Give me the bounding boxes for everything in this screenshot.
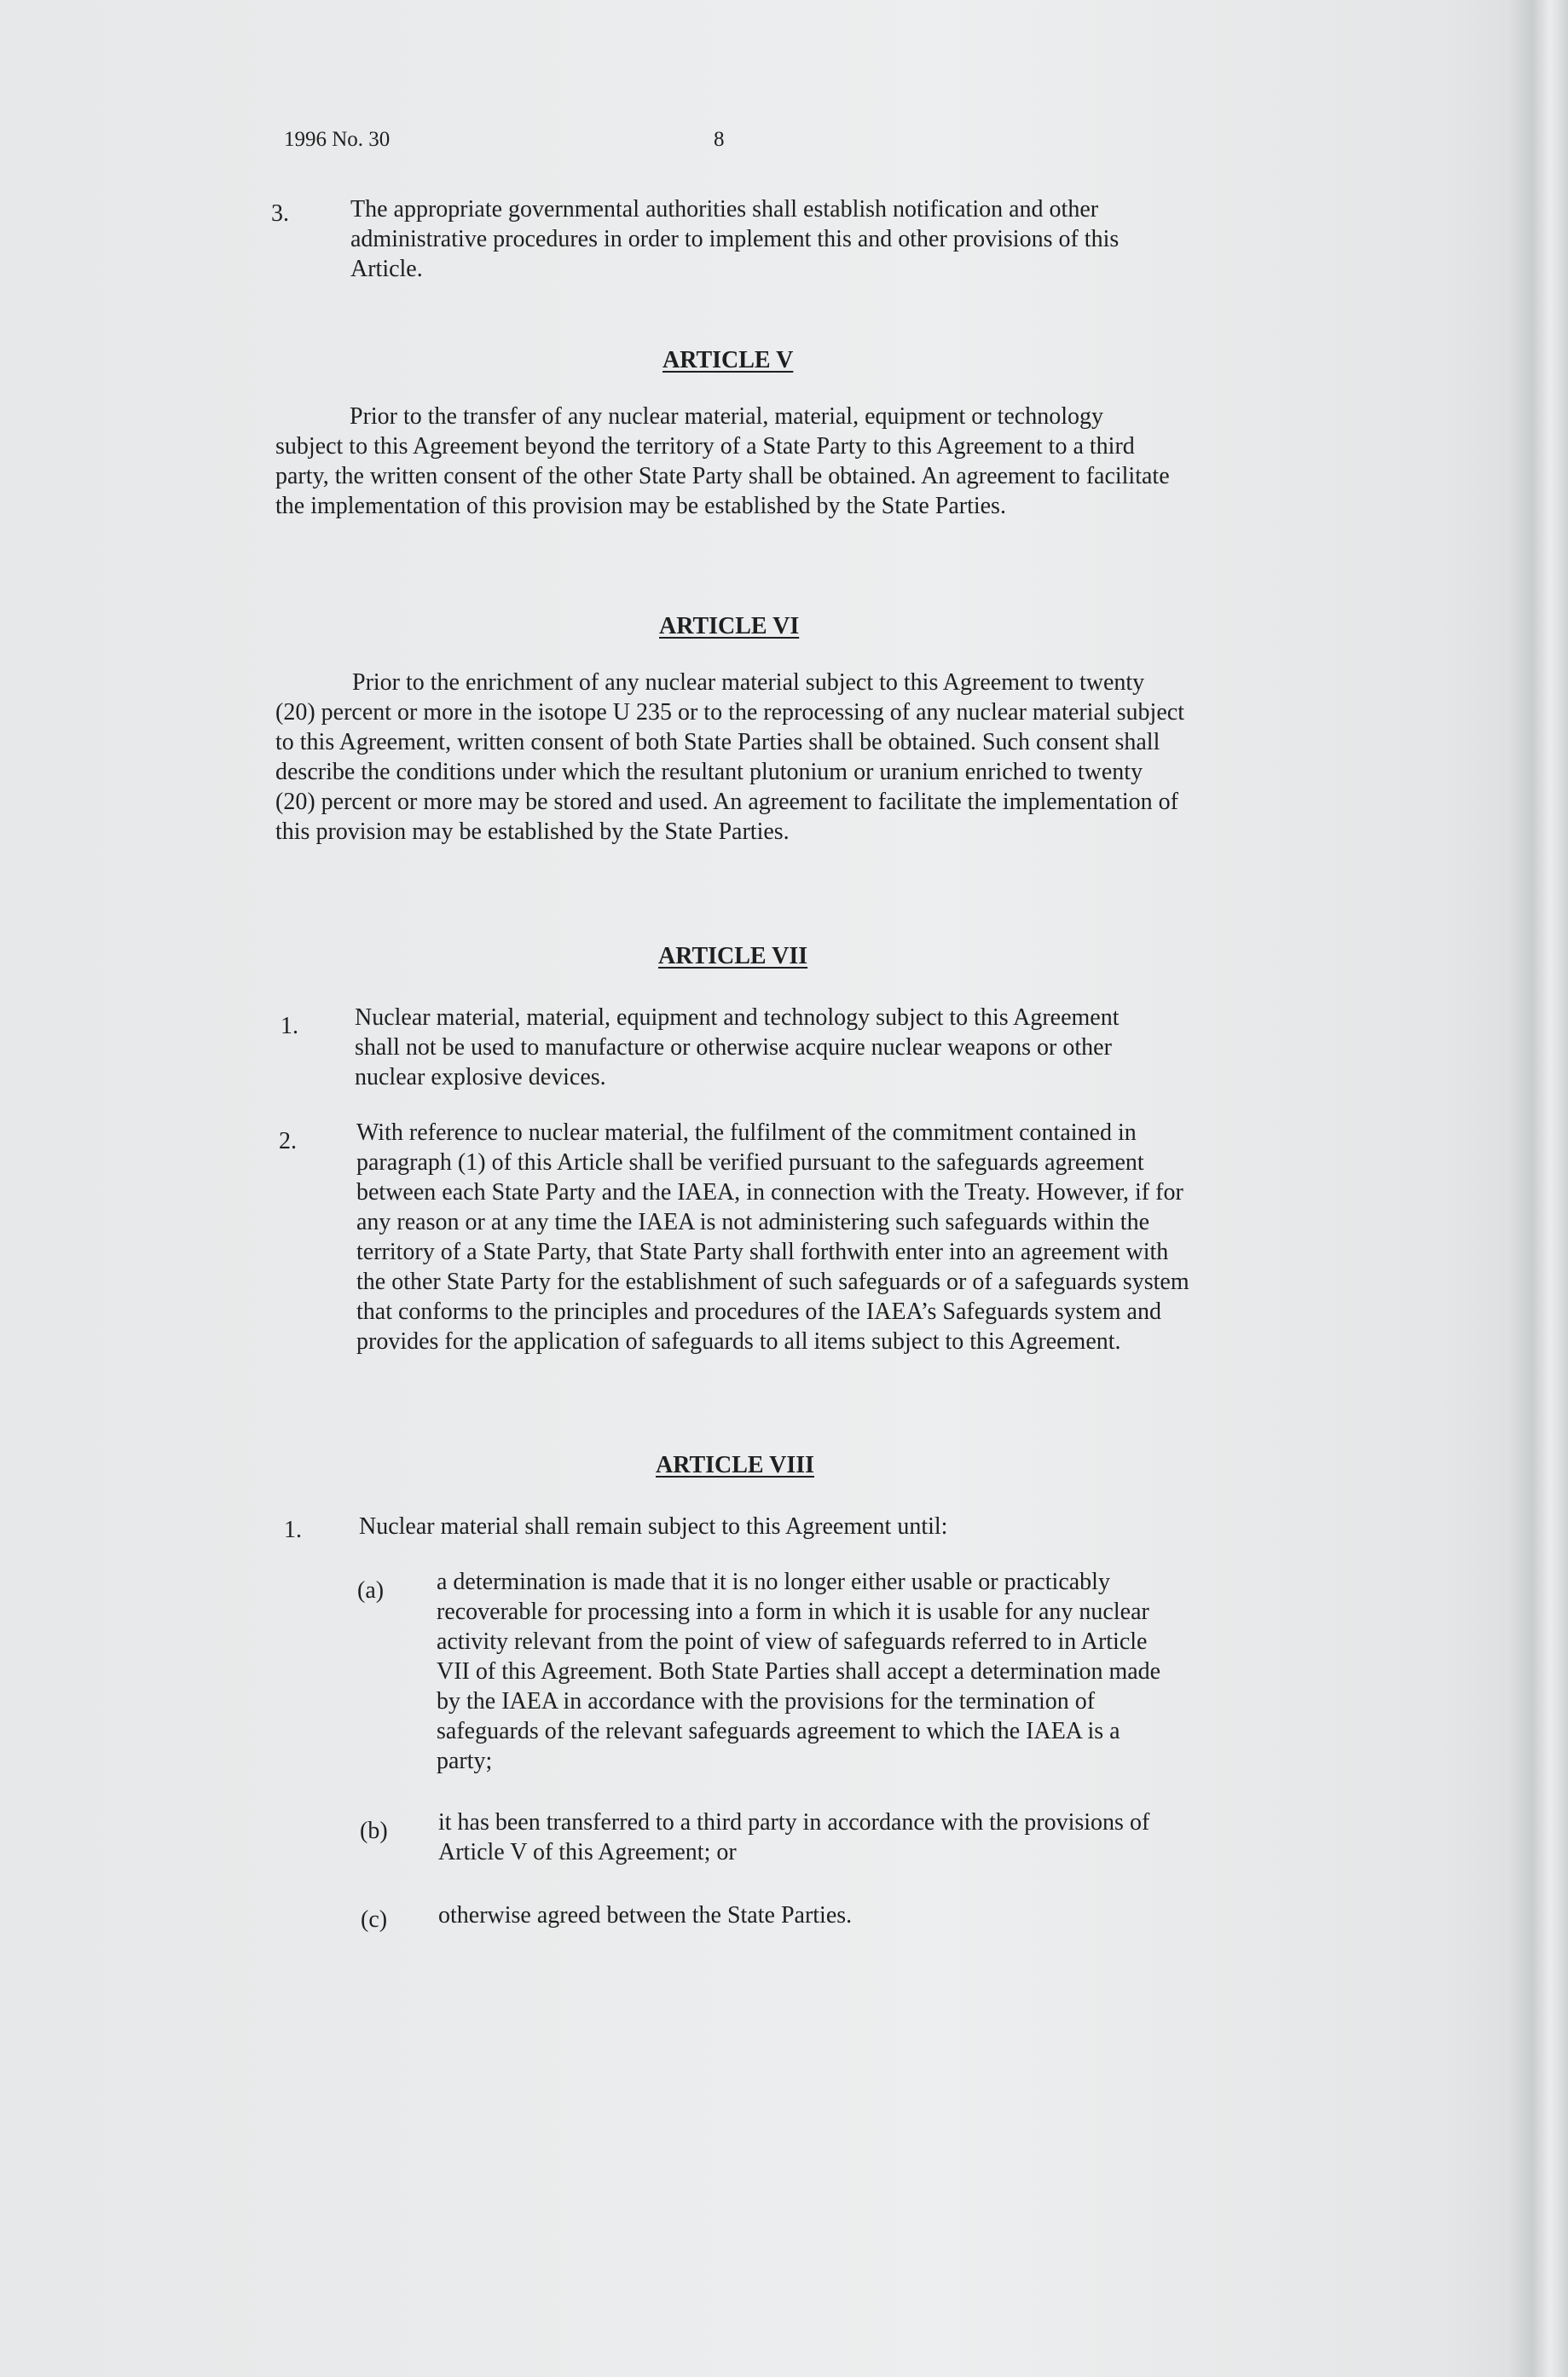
page-edge-shadow [1508,0,1568,2377]
article-heading: ARTICLE VIII [656,1452,815,1478]
article-heading: ARTICLE VII [658,943,808,969]
paragraph-number: 1. [284,1517,302,1543]
page-number: 8 [714,128,725,151]
item-text: it has been transferred to a third party in accordance with the provisions of Article V of this Agreement; or [438,1809,1150,1865]
paragraph-text: Nuclear material, material, equipment and technology subject to this Agreement shall not be used to manufacture or otherwise acquire nuclear weapons or other nuclear explosive devices. [355,1004,1120,1090]
item-label: (b) [360,1818,388,1844]
item-text: otherwise agreed between the State Parties. [438,1902,853,1929]
paragraph-text: With reference to nuclear material, the fulfilment of the commitment contained in paragraph (1) of this Article shall be verified pursuant to the safeguards agreement between each State Party and the IAEA, in connection with the Treaty. However, if for any reason or at any time the IAEA is not administering such safeguards within the territory of a State Party, that State Party shall forthwith enter into an agreement with the other State Party for the establishment of such safeguards or of a safeguards system that conforms to the principles and procedures of the IAEA’s Safeguards system and provides for the application of safeguards to all items subject to this Agreement. [356,1119,1189,1355]
item-label: (a) [357,1577,385,1604]
article-text: Prior to the transfer of any nuclear material, material, equipment or technology subject to this Agreement beyond the territory of a State Party to this Agreement to a third party, the written consent of the other State Party shall be obtained. An agreement to facilitate the implementation of this provision may be established by the State Parties. [275,403,1170,519]
article-heading: ARTICLE V [662,347,794,373]
article-heading: ARTICLE VI [659,613,800,639]
paragraph-number: 3. [271,200,289,227]
article-text: Prior to the enrichment of any nuclear material subject to this Agreement to twenty (20) percent or more in the isotope U 235 or to the reprocessing of any nuclear material subject to this Agreement, written consent of both State Parties shall be obtained. Such consent shall describe the conditions under which the resultant plutonium or uranium enriched to twenty (20) percent or more may be stored and used. An agreement to facilitate the implementation of this provision may be established by the State Parties. [275,669,1184,845]
item-text: a determination is made that it is no longer either usable or practicably recoverable for processing into a form in which it is usable for any nuclear activity relevant from the point of view of safeguards referred to in Article VII of this Agreement. Both State Parties shall accept a determination made by the IAEA in accordance with the provisions for the termination of safeguards of the relevant safeguards agreement to which the IAEA is a party; [437,1569,1161,1774]
paragraph-number: 1. [281,1013,298,1039]
paragraph-text: The appropriate governmental authorities shall establish notification and other administrative procedures in order to implement this and other provisions of this Article. [350,196,1120,282]
item-label: (c) [361,1906,388,1933]
document-reference: 1996 No. 30 [284,128,391,151]
paragraph-text: Nuclear material shall remain subject to this Agreement until: [359,1513,948,1540]
paragraph-number: 2. [279,1128,297,1154]
